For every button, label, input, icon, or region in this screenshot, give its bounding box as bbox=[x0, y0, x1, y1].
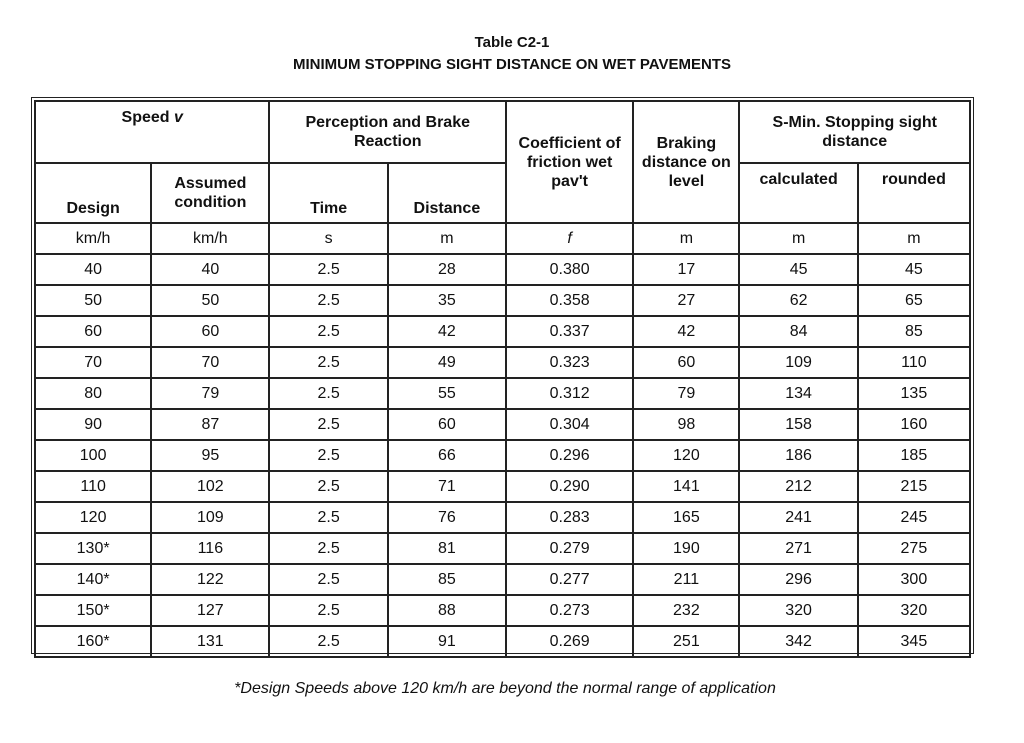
table-cell: 300 bbox=[858, 564, 970, 595]
table-cell: 120 bbox=[633, 440, 739, 471]
stopping-distance-table bbox=[34, 100, 971, 658]
table-cell: 0.283 bbox=[506, 502, 633, 533]
table-cell: 296 bbox=[739, 564, 857, 595]
table-cell: 65 bbox=[858, 285, 970, 316]
table-caption-title: MINIMUM STOPPING SIGHT DISTANCE ON WET PAVEMENTS bbox=[292, 56, 732, 73]
table-row bbox=[35, 564, 970, 595]
table-cell: 91 bbox=[388, 626, 506, 657]
table-cell: 66 bbox=[388, 440, 506, 471]
table-cell: 2.5 bbox=[269, 626, 387, 657]
table-cell: 0.279 bbox=[506, 533, 633, 564]
table-cell: 186 bbox=[739, 440, 857, 471]
table-cell: 160* bbox=[35, 626, 151, 657]
table-cell: 141 bbox=[633, 471, 739, 502]
table-cell: 2.5 bbox=[269, 471, 387, 502]
table-cell: 0.296 bbox=[506, 440, 633, 471]
table-cell: 158 bbox=[739, 409, 857, 440]
table-cell: 70 bbox=[35, 347, 151, 378]
header-distance: Distance bbox=[388, 163, 506, 223]
table-cell: 185 bbox=[858, 440, 970, 471]
table-cell: 60 bbox=[151, 316, 269, 347]
unit-cell: km/h bbox=[151, 223, 269, 254]
table-cell: 100 bbox=[35, 440, 151, 471]
table-cell: 0.277 bbox=[506, 564, 633, 595]
table-cell: 71 bbox=[388, 471, 506, 502]
table-cell: 42 bbox=[633, 316, 739, 347]
table-row bbox=[35, 347, 970, 378]
table-cell: 0.312 bbox=[506, 378, 633, 409]
table-cell: 320 bbox=[739, 595, 857, 626]
table-cell: 245 bbox=[858, 502, 970, 533]
table-cell: 88 bbox=[388, 595, 506, 626]
table-row bbox=[35, 409, 970, 440]
table-cell: 50 bbox=[35, 285, 151, 316]
table-cell: 2.5 bbox=[269, 254, 387, 285]
table-cell: 2.5 bbox=[269, 409, 387, 440]
table-cell: 2.5 bbox=[269, 564, 387, 595]
table-cell: 2.5 bbox=[269, 440, 387, 471]
unit-cell: f bbox=[506, 223, 633, 254]
table-cell: 135 bbox=[858, 378, 970, 409]
table-cell: 120 bbox=[35, 502, 151, 533]
table-cell: 28 bbox=[388, 254, 506, 285]
table-cell: 0.269 bbox=[506, 626, 633, 657]
table-cell: 98 bbox=[633, 409, 739, 440]
table-cell: 110 bbox=[35, 471, 151, 502]
header-speed: Speed v bbox=[35, 101, 269, 163]
table-row bbox=[35, 471, 970, 502]
table-cell: 40 bbox=[151, 254, 269, 285]
header-calculated: calculated bbox=[739, 163, 857, 223]
table-cell: 2.5 bbox=[269, 502, 387, 533]
table-cell: 102 bbox=[151, 471, 269, 502]
unit-cell: km/h bbox=[35, 223, 151, 254]
table-cell: 49 bbox=[388, 347, 506, 378]
table-cell: 85 bbox=[388, 564, 506, 595]
table-cell: 134 bbox=[739, 378, 857, 409]
table-cell: 110 bbox=[858, 347, 970, 378]
table-cell: 150* bbox=[35, 595, 151, 626]
table-cell: 50 bbox=[151, 285, 269, 316]
table-cell: 211 bbox=[633, 564, 739, 595]
unit-cell: m bbox=[633, 223, 739, 254]
speed-symbol: v bbox=[174, 109, 183, 126]
header-rounded: rounded bbox=[858, 163, 970, 223]
table-row bbox=[35, 285, 970, 316]
table-caption-number: Table C2-1 bbox=[474, 34, 550, 51]
table-cell: 345 bbox=[858, 626, 970, 657]
table-row bbox=[35, 254, 970, 285]
table-cell: 190 bbox=[633, 533, 739, 564]
table-cell: 127 bbox=[151, 595, 269, 626]
table-cell: 87 bbox=[151, 409, 269, 440]
table-cell: 60 bbox=[35, 316, 151, 347]
table-cell: 40 bbox=[35, 254, 151, 285]
table-cell: 130* bbox=[35, 533, 151, 564]
unit-cell: m bbox=[858, 223, 970, 254]
table-cell: 17 bbox=[633, 254, 739, 285]
footnote: *Design Speeds above 120 km/h are beyond the normal range of application bbox=[234, 680, 776, 697]
table-cell: 320 bbox=[858, 595, 970, 626]
table-row bbox=[35, 626, 970, 657]
table-cell: 212 bbox=[739, 471, 857, 502]
table-cell: 131 bbox=[151, 626, 269, 657]
table-cell: 109 bbox=[739, 347, 857, 378]
table-cell: 70 bbox=[151, 347, 269, 378]
header-time: Time bbox=[269, 163, 387, 223]
table-cell: 0.323 bbox=[506, 347, 633, 378]
table-body bbox=[35, 254, 970, 657]
table-row bbox=[35, 502, 970, 533]
table-row bbox=[35, 378, 970, 409]
table-cell: 0.337 bbox=[506, 316, 633, 347]
table-cell: 122 bbox=[151, 564, 269, 595]
unit-cell: m bbox=[739, 223, 857, 254]
header-braking: Braking distance on level bbox=[633, 101, 739, 223]
table-row bbox=[35, 440, 970, 471]
header-ssd: S-Min. Stopping sight distance bbox=[739, 101, 970, 163]
table-cell: 81 bbox=[388, 533, 506, 564]
table-cell: 0.290 bbox=[506, 471, 633, 502]
table-cell: 0.273 bbox=[506, 595, 633, 626]
table-cell: 0.380 bbox=[506, 254, 633, 285]
table-cell: 42 bbox=[388, 316, 506, 347]
table-cell: 95 bbox=[151, 440, 269, 471]
table-cell: 90 bbox=[35, 409, 151, 440]
table-cell: 0.304 bbox=[506, 409, 633, 440]
table-cell: 140* bbox=[35, 564, 151, 595]
table-cell: 215 bbox=[858, 471, 970, 502]
table-cell: 342 bbox=[739, 626, 857, 657]
header-design: Design bbox=[35, 163, 151, 223]
table-cell: 109 bbox=[151, 502, 269, 533]
table-cell: 84 bbox=[739, 316, 857, 347]
table-cell: 60 bbox=[633, 347, 739, 378]
table-cell: 2.5 bbox=[269, 285, 387, 316]
table-row bbox=[35, 595, 970, 626]
unit-cell: s bbox=[269, 223, 387, 254]
table-cell: 62 bbox=[739, 285, 857, 316]
table-frame bbox=[31, 97, 974, 654]
table-cell: 45 bbox=[858, 254, 970, 285]
table-cell: 2.5 bbox=[269, 316, 387, 347]
header-assumed: Assumed condition bbox=[151, 163, 269, 223]
table-cell: 0.358 bbox=[506, 285, 633, 316]
table-cell: 2.5 bbox=[269, 378, 387, 409]
table-cell: 79 bbox=[633, 378, 739, 409]
table-cell: 116 bbox=[151, 533, 269, 564]
table-cell: 80 bbox=[35, 378, 151, 409]
table-cell: 2.5 bbox=[269, 595, 387, 626]
table-cell: 60 bbox=[388, 409, 506, 440]
header-perception: Perception and Brake Reaction bbox=[269, 101, 506, 163]
table-cell: 160 bbox=[858, 409, 970, 440]
table-cell: 251 bbox=[633, 626, 739, 657]
table-cell: 271 bbox=[739, 533, 857, 564]
table-cell: 27 bbox=[633, 285, 739, 316]
table-cell: 2.5 bbox=[269, 347, 387, 378]
table-cell: 232 bbox=[633, 595, 739, 626]
table-cell: 85 bbox=[858, 316, 970, 347]
table-cell: 45 bbox=[739, 254, 857, 285]
units-row bbox=[35, 223, 970, 254]
table-cell: 55 bbox=[388, 378, 506, 409]
table-row bbox=[35, 316, 970, 347]
table-cell: 275 bbox=[858, 533, 970, 564]
header-friction: Coefficient of friction wet pav't bbox=[506, 101, 633, 223]
unit-cell: m bbox=[388, 223, 506, 254]
table-cell: 165 bbox=[633, 502, 739, 533]
table-cell: 79 bbox=[151, 378, 269, 409]
table-cell: 241 bbox=[739, 502, 857, 533]
table-cell: 76 bbox=[388, 502, 506, 533]
table-cell: 35 bbox=[388, 285, 506, 316]
table-row bbox=[35, 533, 970, 564]
table-cell: 2.5 bbox=[269, 533, 387, 564]
